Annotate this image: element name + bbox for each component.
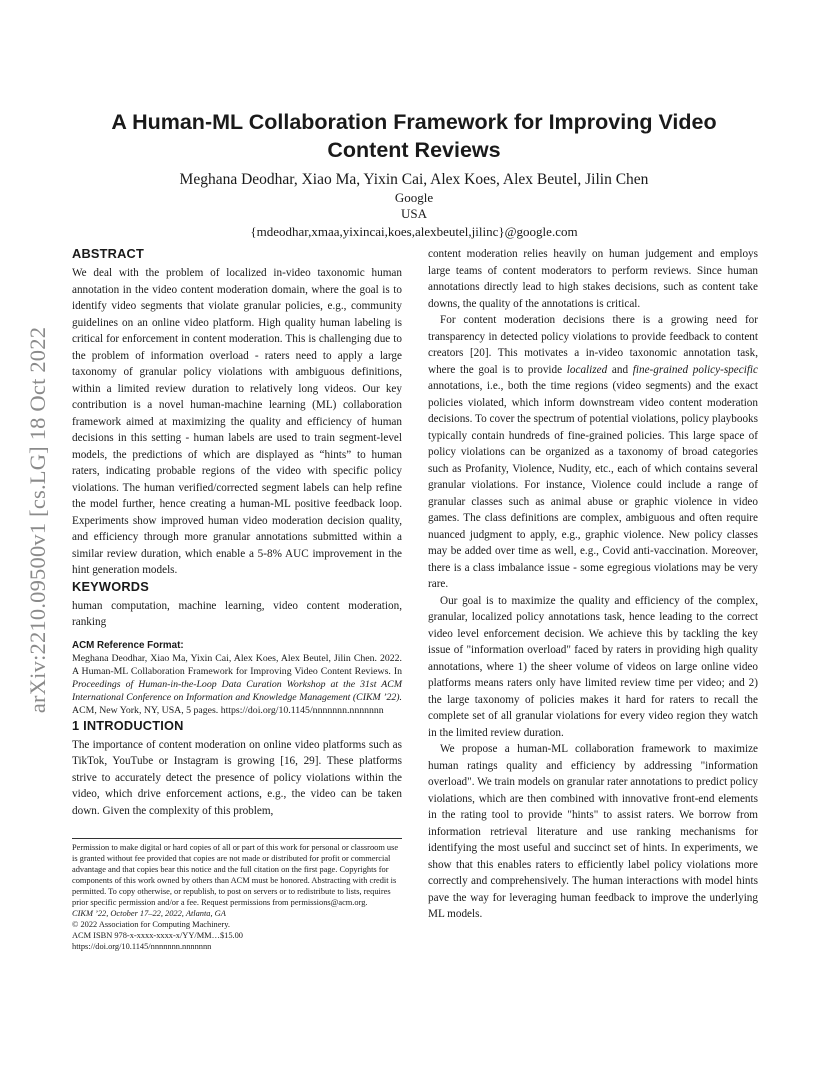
abstract-text: We deal with the problem of localized in-video taxonomic human annotation in the video content moderation domain, where the goal is to identify video segments that violate granular policies, e.g., community guidelines on an online video platform. High quality human labeling is critical for enforcement in content moderation. This is challenging due to the problem of information overload - raters need to apply a large taxonomy of granular policy violations with ambiguous definitions, within a limited review duration to relatively long videos. Our key contribution is a novel human-machine learning (ML) collaboration framework aimed at maximizing the quality and efficiency of human decisions in this setting - human labels are used to train segment-level models, the predictions of which are displayed as “hints” to human raters, indicating probable regions of the video with specific policy violations. The human verified/corrected segment labels can help refine the model further, hence creating a human-ML positive feedback loop. Experiments show improved human video moderation decision quality, and efficiency through more granular annotations submitted within a similar review duration, which enable a 5-8% AUC improvement in the hint generation models.	[72, 267, 402, 576]
acm-reference-plain: Meghana Deodhar, Xiao Ma, Yixin Cai, Alex Koes, Alex Beutel, Jilin Chen. 2022. A Human-ML Collaboration Framework for Improving Video Content Reviews. In	[72, 652, 402, 677]
footnote-rule	[72, 838, 402, 839]
author-emails: {mdeodhar,xmaa,yixincai,koes,alexbeutel,jilinc}@google.com	[250, 224, 578, 239]
intro-paragraph-1-continued: content moderation relies heavily on human judgement and employs large teams of content moderators to perform reviews. Since human annotations directly lead to high stakes decisions, such as content take downs, the quality of the annotations is critical.	[428, 248, 758, 310]
conference-info: CIKM ’22, October 17–22, 2022, Atlanta, GA	[72, 909, 226, 918]
intro-paragraph-1: The importance of content moderation on online video platforms such as TikTok, YouTube or Instagram is growing [16, 29]. These platforms strive to accurately detect the presence of policy violations within the video, which drive enforcement actions, e.g., the video can be taken down. Given the complexity of this problem,	[72, 738, 402, 817]
intro-p2-part-c: annotations, i.e., both the time regions (video segments) and the exact policies violated, which inform downstream video content moderation decisions. To cover the spectrum of potential violations, policy playbooks typically contain hundreds of fine-grained policies. This large space of policy violations can be organized as a taxonomy of broad categories such as Profanity, Violence, Nudity, etc., each of which contains several granular violations. For instance, Violence could include a range of granular classes such as animal abuse or graphic violence in video games. The class definitions are complex, ambiguous and often require nuanced judgment to apply, e.g., graphic violence. New policy classes may be added over time as well, e.g., Covid anti-vaccination. Moreover, there is a class imbalance issue - some egregious violations may be very rare.	[428, 380, 758, 590]
affiliation: Google	[394, 190, 434, 205]
left-column	[72, 246, 402, 819]
right-column	[428, 246, 758, 923]
intro-p2-fine-grained: fine-grained policy-specific	[632, 363, 758, 376]
doi-line: https://doi.org/10.1145/nnnnnnn.nnnnnnn	[72, 942, 212, 951]
intro-paragraph-2	[428, 312, 758, 593]
acm-reference-text	[72, 652, 402, 718]
acm-reference-venue: Proceedings of Human-in-the-Loop Data Curation Workshop at the 31st ACM International Conference on Information and Knowledge Management (CIKM ’22).	[72, 678, 402, 704]
keywords-text: human computation, machine learning, video content moderation, ranking	[72, 599, 402, 628]
author-list: Meghana Deodhar, Xiao Ma, Yixin Cai, Alex Koes, Alex Beutel, Jilin Chen	[179, 171, 649, 188]
intro-p2-part-a: For content moderation decisions there is a growing need for transparency in detected policy violations to provide feedback to content creators [20]. This motivates a in-video taxonomic annotation task, where the goal is to provide	[428, 314, 758, 376]
copyright-notice: © 2022 Association for Computing Machinery.	[72, 920, 230, 929]
acm-reference-label: ACM Reference Format:	[72, 639, 184, 651]
affiliation-country: USA	[400, 206, 427, 221]
permission-footnote	[72, 838, 402, 952]
intro-p2-part-b: and	[607, 363, 633, 376]
keywords-heading: KEYWORDS	[72, 578, 149, 594]
intro-p2-localized: localized	[566, 363, 608, 376]
permission-notice: Permission to make digital or hard copies of all or part of this work for personal or classroom use is granted without fee provided that copies are not made or distributed for profit or commercial advantage and that copies bear this notice and the full citation on the first page. Copyrights for components of this work owned by others than ACM must be honored. Abstracting with credit is permitted. To copy otherwise, or republish, to post on servers or to redistribute to lists, requires prior specific permission and/or a fee. Request permissions from permissions@acm.org.	[72, 843, 399, 907]
paper-title: A Human-ML Collaboration Framework for Improving Video Content Reviews	[111, 110, 717, 162]
abstract-heading: ABSTRACT	[72, 246, 144, 261]
introduction-heading: 1 INTRODUCTION	[72, 717, 184, 733]
acm-reference-end: ACM, New York, NY, USA, 5 pages. https://doi.org/10.1145/nnnnnnn.nnnnnnn	[72, 705, 384, 717]
arxiv-sidebar	[18, 270, 58, 770]
intro-paragraph-4: We propose a human-ML collaboration framework to maximize human ratings quality and efficiency by addressing "information overload". We train models on granular rater annotations to predict policy violations, which are then combined with innovative front-end elements in the rating tool to provide "hints" to assist raters. We borrow from information retrieval literature and use ranking mechanisms for identifying the most useful and succinct set of hints. In experiments, we show that this enables raters to efficiently label policy violations more correctly and comprehensively. The human interactions with model hints pave the way for leveraging human feedback to improve the underlying ML models.	[428, 743, 758, 920]
arxiv-identifier: arXiv:2210.09500v1 [cs.LG] 18 Oct 2022	[25, 326, 50, 714]
isbn-line: ACM ISBN 978-x-xxxx-xxxx-x/YY/MM…$15.00	[72, 931, 243, 940]
intro-paragraph-3: Our goal is to maximize the quality and efficiency of the complex, granular, localized policy annotations task, hence leading to the correct video level enforcement decision. We achieve this by tackling the key issue of "information overload" faced by raters in providing high quality annotations, where 1) the sheer volume of videos on large online video platforms means raters only have limited review time per video; and 2) the large taxonomy of policies makes it hard for raters to recall the complete set of all granular violations for every video region they watch in the limited review duration.	[428, 594, 758, 739]
title-block	[72, 108, 756, 240]
